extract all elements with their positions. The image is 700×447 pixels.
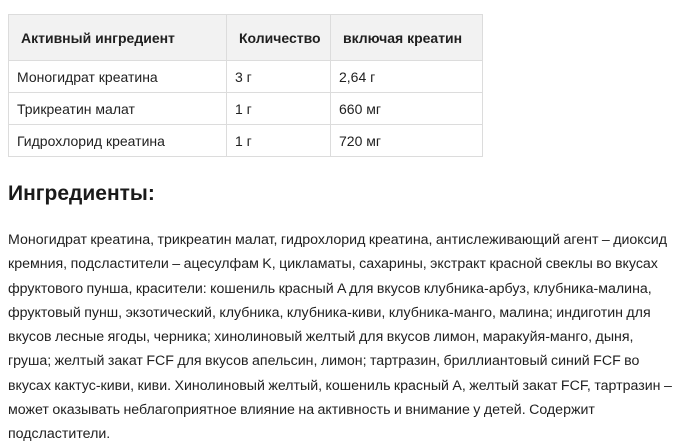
table-header-row: [9, 15, 483, 61]
ingredients-heading: Ингредиенты:: [8, 182, 155, 205]
cell-quantity: 3 г: [227, 61, 331, 93]
cell-ingredient: Гидрохлорид креатина: [9, 125, 227, 157]
cell-ingredient: Трикреатин малат: [9, 93, 227, 125]
cell-ingredient: Моногидрат креатина: [9, 61, 227, 93]
table-row: [9, 93, 483, 125]
cell-quantity: 1 г: [227, 125, 331, 157]
table-row: [9, 125, 483, 157]
header-active-ingredient: Активный ингредиент: [9, 15, 227, 61]
cell-creatine: 720 мг: [331, 125, 483, 157]
header-including-creatine: включая креатин: [331, 15, 483, 61]
ingredient-table: [8, 14, 483, 157]
cell-creatine: 2,64 г: [331, 61, 483, 93]
table-row: [9, 61, 483, 93]
cell-quantity: 1 г: [227, 93, 331, 125]
cell-creatine: 660 мг: [331, 93, 483, 125]
content: [8, 14, 694, 447]
ingredients-text: Моногидрат креатина, трикреатин малат, гидрохлорид креатина, антислеживающий агент – диоксид кремния, подсластители – ацесулфам K, цикламаты, сахарины, экстракт красной свеклы во вкусах фруктового пунша, красители: кошениль красный A для вкусов клубника-арбуз, клубника-малина, фруктовый пунш, экзотический, клубника, клубника-киви, клубника-манго, малина; индиготин для вкусов лесные ягоды, черника; хинолиновый желтый для вкусов лимон, маракуйя-манго, дыня, груша; желтый закат FCF для вкусов апельсин, лимон; тартразин, бриллиантовый синий FCF во вкусах кактус-киви, киви. Хинолиновый желтый, кошениль красный A, желтый закат FCF, тартразин – может оказывать неблагоприятное влияние на активность и внимание у детей. Содержит подсластители.: [8, 232, 672, 443]
header-quantity: Количество: [227, 15, 331, 61]
